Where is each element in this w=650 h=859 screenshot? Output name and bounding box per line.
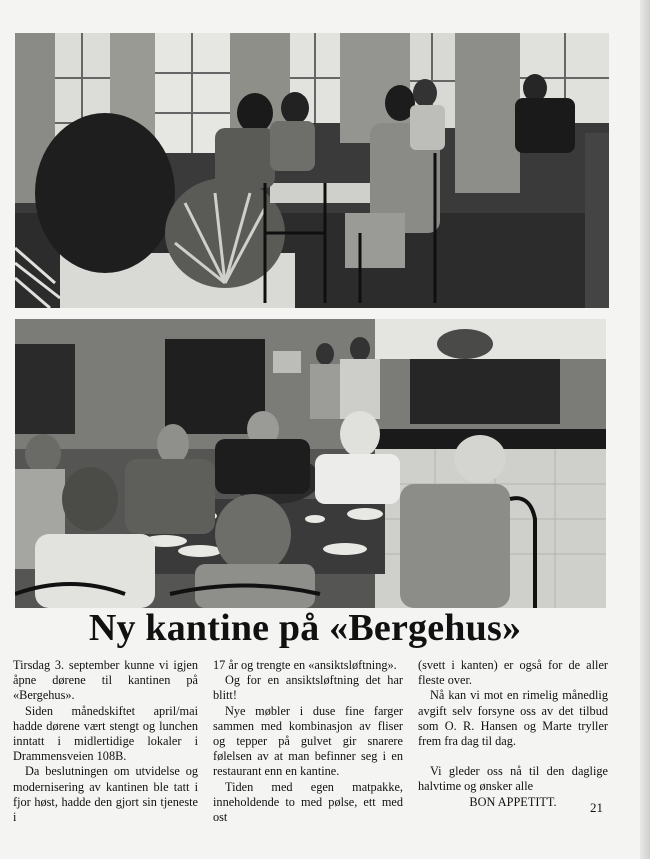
paragraph: (svett i kanten) er også for de aller fleste over. [418,658,608,688]
paragraph: Nå kan vi mot en rimelig månedlig avgift selv forsyne oss av det tilbud som O. R. Hansen og Marte tryller frem fra dag til dag. [418,688,608,749]
article-column-3 [418,658,608,810]
article-column-1 [13,658,198,825]
paragraph: Vi gleder oss nå til den daglige halvtime og ønsker alle [418,764,608,794]
paragraph-spacer [418,749,608,764]
paragraph: Da beslutningen om utvidelse og modernisering av kantinen ble tatt i fjor høst, hadde den gjort sin tjeneste i [13,764,198,825]
paragraph: Tiden med egen matpakke, inneholdende to med pølse, ett med ost [213,779,403,825]
photo-dining-room-image [15,33,609,308]
paragraph: 17 år og trengte en «ansiktsløftning». [213,658,397,672]
paragraph: Siden månedskiftet april/mai hadde dørene vært stengt og lunchen inntatt i midlertidige lokaler i Drammensveien 108B. [13,703,198,764]
article-column-2 [213,658,403,825]
paragraph: Og for en ansiktsløftning det har blitt! [213,673,403,703]
paragraph: Nye møbler i duse fine farger sammen med kombinasjon av fliser og tepper på gulvet gir snarere følelsen av at man befinner seg i en restaurant enn en kantine. [213,703,403,779]
paragraph: Tirsdag 3. september kunne vi igjen åpne dørene til kantinen på «Bergehus». [13,658,198,703]
photo-canteen [15,319,606,608]
article-headline: Ny kantine på «Bergehus» [88,607,522,649]
sign-off: BON APPETITT. [469,794,557,809]
page-number: 21 [590,800,603,815]
page-binding-edge [640,0,650,859]
photo-dining-room [15,33,609,308]
photo-canteen-image [15,319,606,608]
